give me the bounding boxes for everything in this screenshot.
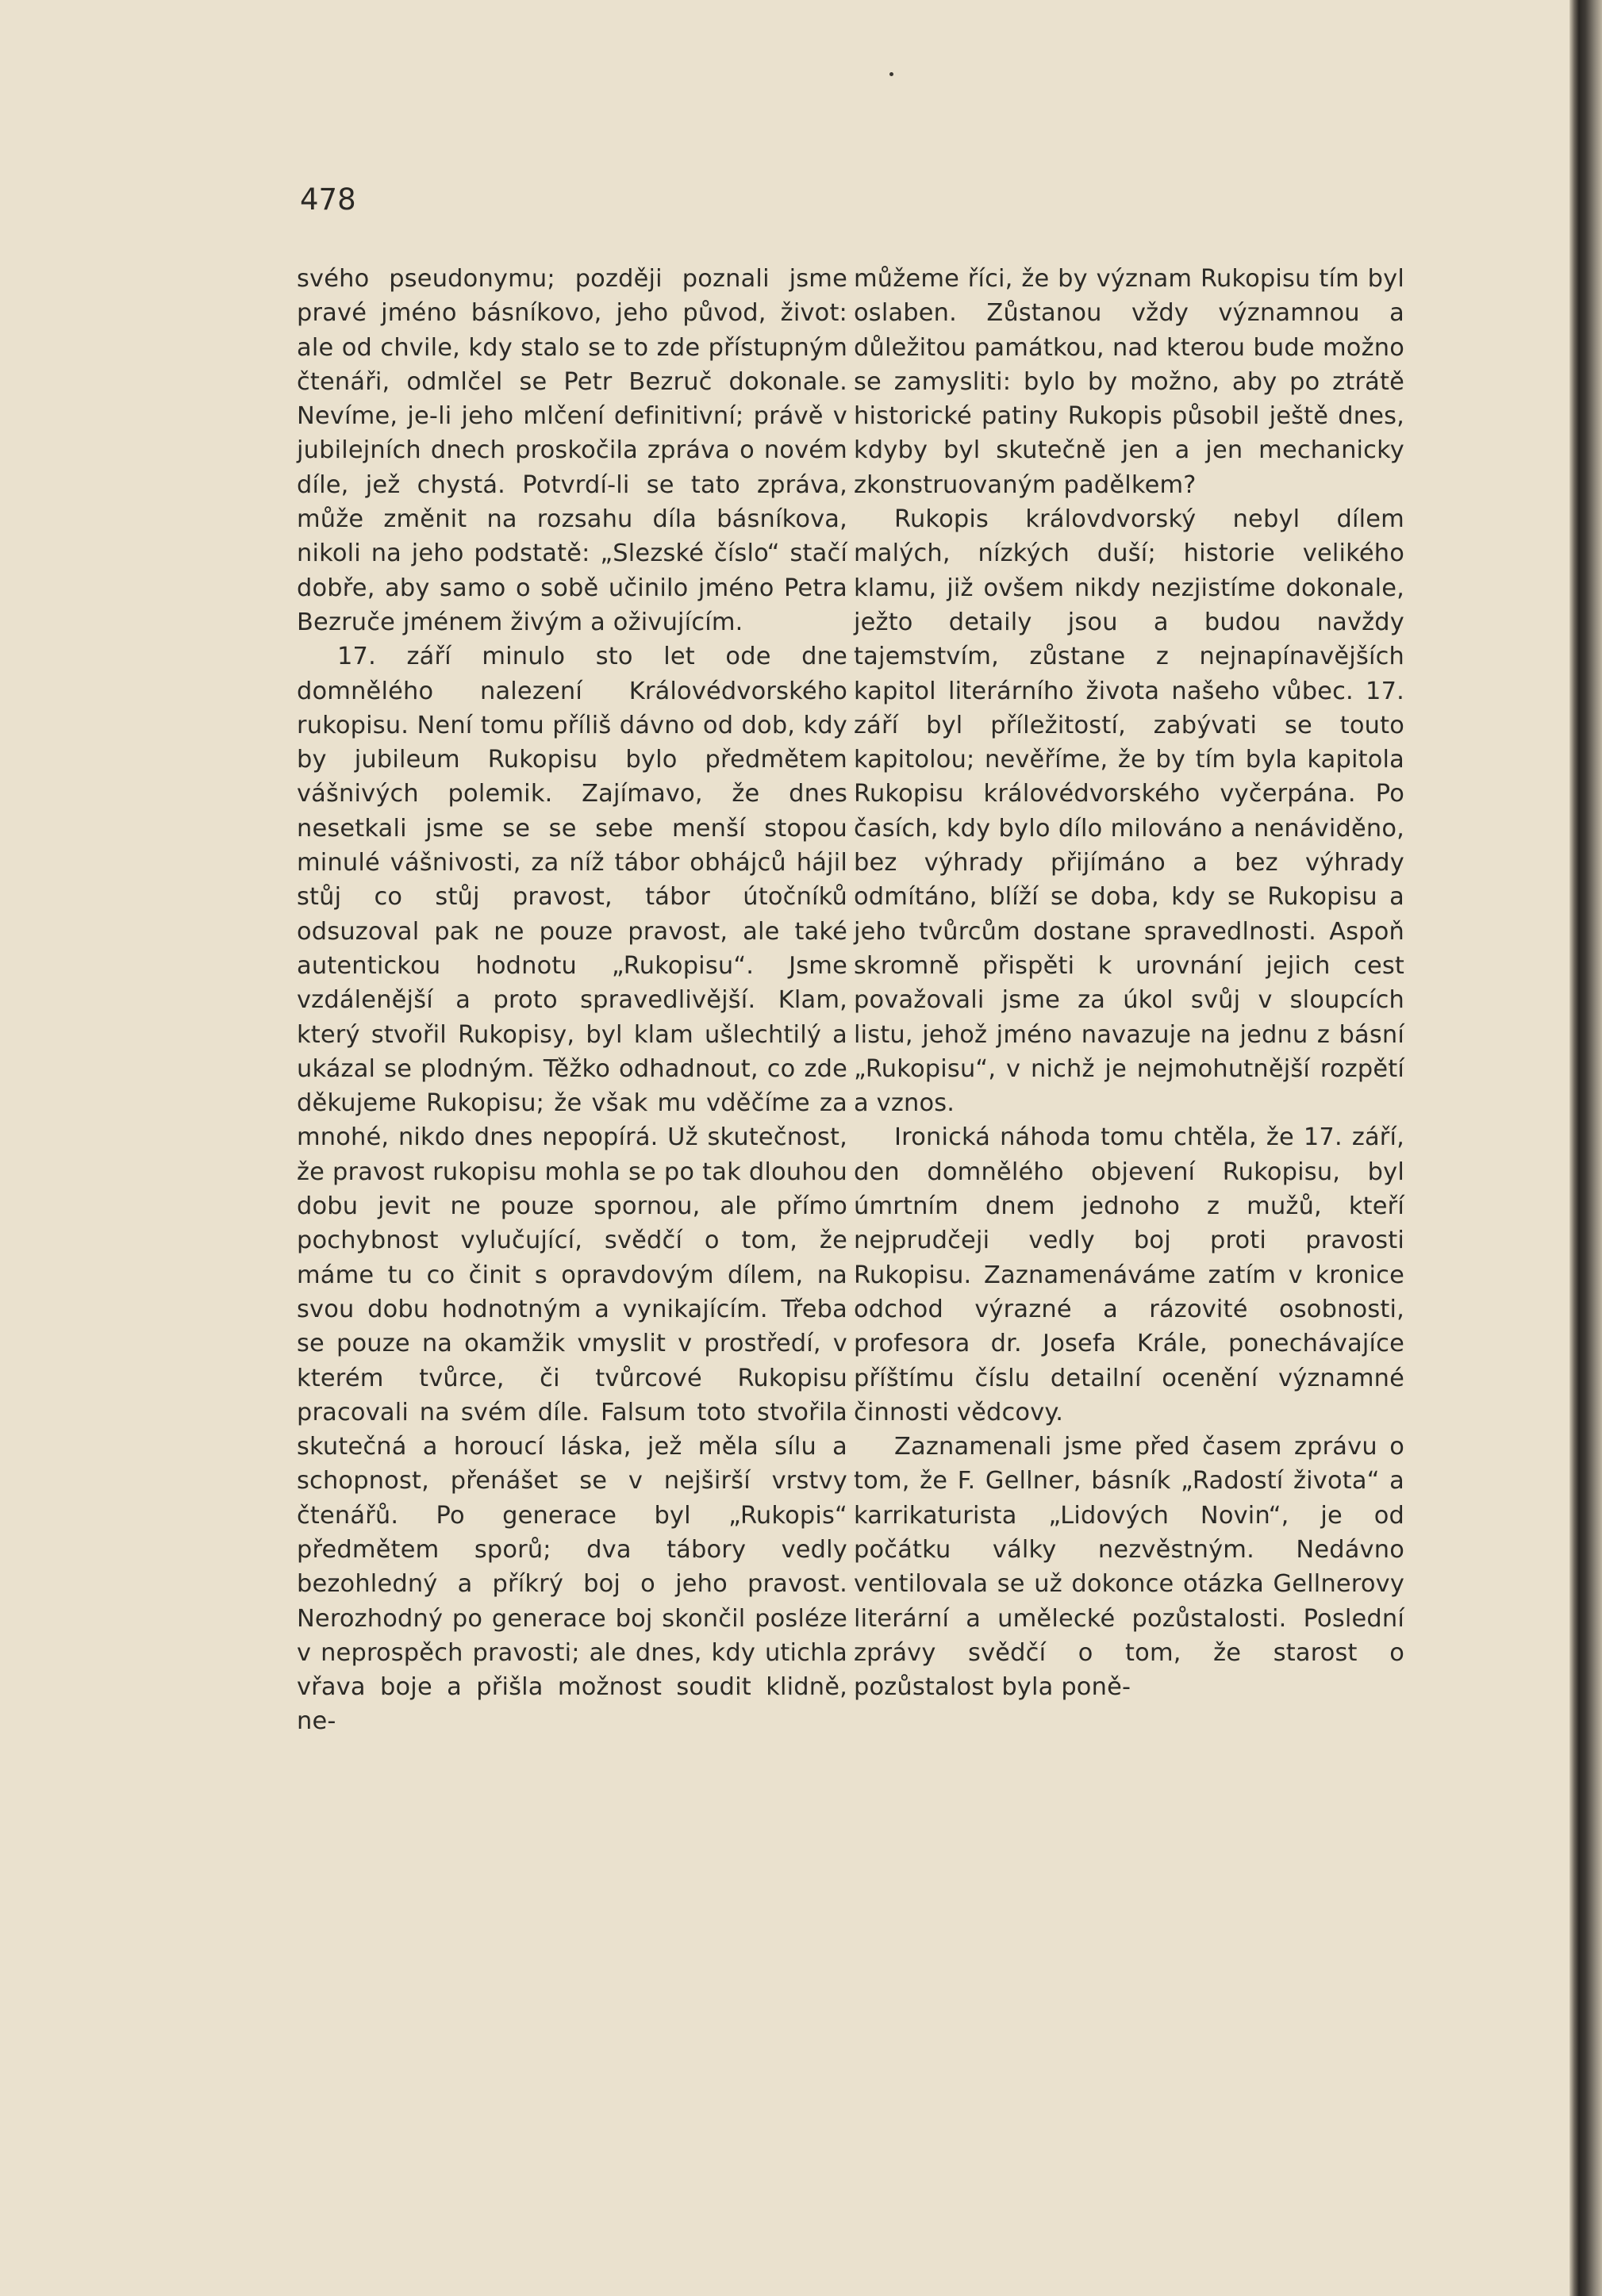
paragraph: Ironická náhoda tomu chtěla, že 17. září, den domnělého objevení Rukopisu, byl úmrtním dnem jednoho z mužů, kteří nejprudčeji vedly boj proti pravosti Rukopisu. Zaznamenáváme zatím v kronice odchod výrazné a rázovité osobnosti, profesora dr. Josefa Krále, ponechávajíce příštímu číslu detailní ocenění významné činnosti vědcovy.: [854, 1123, 1404, 1426]
paragraph: svého pseudonymu; později poznali jsme pravé jméno básníkovo, jeho původ, život: ale od chvile, kdy stalo se to zde přístupným čtenáři, odmlčel se Petr Bezruč dokonale. Nevíme, je-li jeho mlčení definitivní; právě v jubilejních dnech proskočila zpráva o novém díle, jež chystá. Potvrdí-li se tato zpráva, může změnit na rozsahu díla básníkova, nikoli na jeho podstatě: „Slezské číslo“ stačí dobře, aby samo o sobě učinilo jméno Petra Bezruče jménem živým a oživujícím.: [297, 265, 847, 636]
paragraph: Zaznamenali jsme před časem zprávu o tom, že F. Gellner, básník „Radostí života“ a karrikaturista „Lidových Novin“, je od počátku války nezvěstným. Nedávno ventilovala se už dokonce otázka Gellnerovy literární a umělecké pozůstalosti. Poslední zprávy svědčí o tom, že starost o pozůstalost byla poně-: [854, 1433, 1404, 1702]
ink-speck: [889, 72, 893, 76]
text-column-left: [297, 262, 847, 1739]
page-number: 478: [300, 182, 356, 217]
paragraph: Rukopis královdvorský nebyl dílem malých, nízkých duší; historie velikého klamu, již ovšem nikdy nezjistíme dokonale, ježto detaily jsou a budou navždy tajemstvím, zůstane z nejnapínavějších kapitol literárního života našeho vůbec. 17. září byl příležitostí, zabývati se touto kapitolou; nevěříme, že by tím byla kapitola Rukopisu královédvorského vyčerpána. Po časích, kdy bylo dílo milováno a nenáviděno, bez výhrady přijímáno a bez výhrady odmítáno, blíží se doba, kdy se Rukopisu a jeho tvůrcům dostane spravedlnosti. Aspoň skromně přispěti k urovnání jejich cest považovali jsme za úkol svůj v sloupcích listu, jehož jméno navazuje na jednu z básní „Rukopisu“, v nichž je nejmohutnější rozpětí a vznos.: [854, 505, 1404, 1118]
book-binding-edge: [1569, 0, 1602, 2296]
paragraph: můžeme říci, že by význam Rukopisu tím byl oslaben. Zůstanou vždy významnou a důležitou památkou, nad kterou bude možno se zamysliti: bylo by možno, aby po ztrátě historické patiny Rukopis působil ještě dnes, kdyby byl skutečně jen a jen mechanicky zkonstruovaným padělkem?: [854, 265, 1404, 499]
paragraph: 17. září minulo sto let ode dne domnělého nalezení Královédvorského rukopisu. Není tomu příliš dávno od dob, kdy by jubileum Rukopisu bylo předmětem vášnivých polemik. Zajímavo, že dnes nesetkali jsme se se sebe menší stopou minulé vášnivosti, za níž tábor obhájců hájil stůj co stůj pravost, tábor útočníků odsuzoval pak ne pouze pravost, ale také autentickou hodnotu „Rukopisu“. Jsme vzdálenější a proto spravedlivější. Klam, který stvořil Rukopisy, byl klam ušlechtilý a ukázal se plodným. Těžko odhadnout, co zde děkujeme Rukopisu; že však mu vděčíme za mnohé, nikdo dnes nepopírá. Už skutečnost, že pravost rukopisu mohla se po tak dlouhou dobu jevit ne pouze spornou, ale přímo pochybnost vylučující, svědčí o tom, že máme tu co činit s opravdovým dílem, na svou dobu hodnotným a vynikajícím. Třeba se pouze na okamžik vmyslit v prostředí, v kterém tvůrce, či tvůrcové Rukopisu pracovali na svém díle. Falsum toto stvořila skutečná a horoucí láska, jež měla sílu a schopnost, přenášet se v nejširší vrstvy čtenářů. Po generace byl „Rukopis“ předmětem sporů; dva tábory vedly bezohledný a příkrý boj o jeho pravost. Nerozhodný po generace boj skončil posléze v neprospěch pravosti; ale dnes, kdy utichla vřava boje a přišla možnost soudit klidně, ne-: [297, 643, 847, 1736]
text-column-right: [854, 262, 1404, 1704]
